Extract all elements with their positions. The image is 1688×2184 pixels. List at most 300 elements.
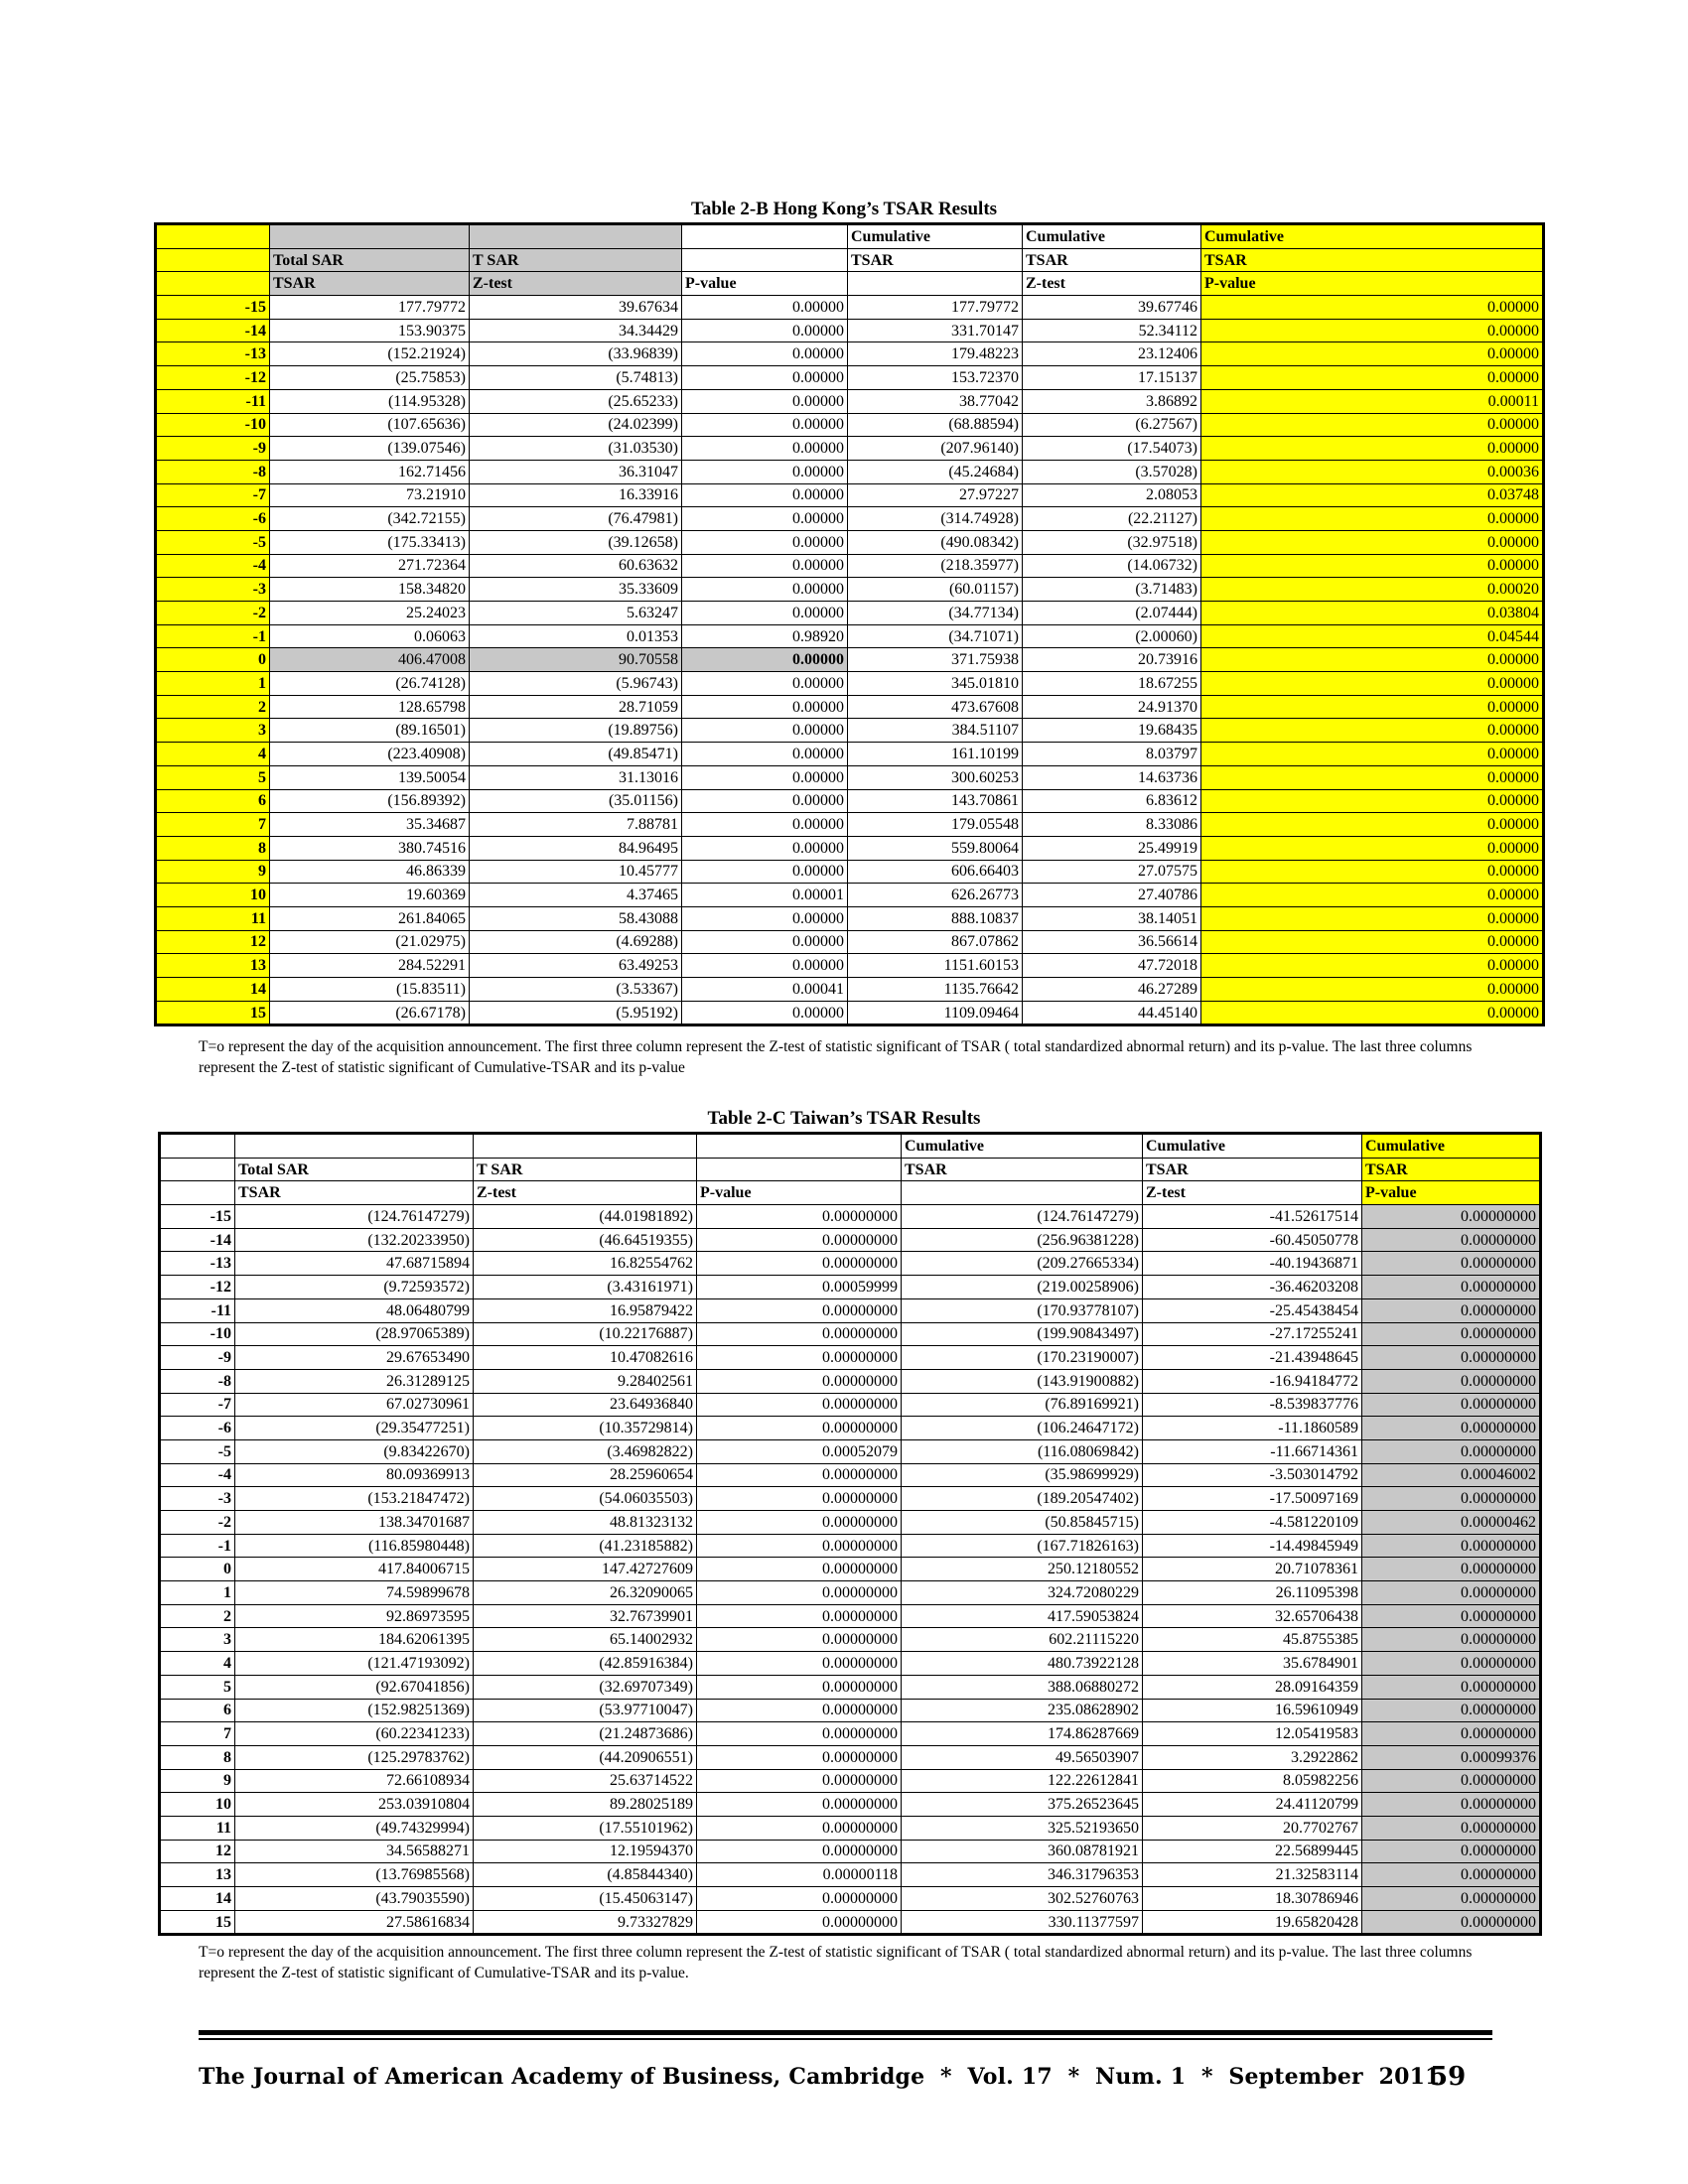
tw-day-label: -3 [160,1487,235,1511]
tw-header-cell [697,1158,902,1181]
tw-value-cell: -25.45438454 [1143,1298,1362,1322]
hk-value-cell: (68.88594) [848,413,1023,437]
hk-value-cell: (35.01156) [470,789,682,813]
hk-value-cell: 10.45777 [470,860,682,884]
tw-table-title: Table 2-C Taiwan’s TSAR Results [707,1108,981,1129]
tw-value-cell: 23.64936840 [474,1393,697,1417]
tw-value-cell: 0.00000000 [697,1628,902,1652]
hk-value-cell: 47.72018 [1023,954,1201,978]
tw-value-cell: (124.76147279) [902,1205,1143,1229]
tw-value-cell: (3.43161971) [474,1276,697,1299]
hk-value-cell: (60.01157) [848,578,1023,602]
hk-value-cell: 0.00000 [1201,342,1544,366]
tw-header-cell [474,1134,697,1159]
hk-value-cell: (107.65636) [270,413,470,437]
hk-table-row [156,695,1544,719]
tw-value-cell: (125.29783762) [235,1745,474,1769]
hk-value-cell: 38.14051 [1023,906,1201,930]
tw-value-cell: 9.73327829 [474,1910,697,1935]
tw-value-cell: (41.23185882) [474,1534,697,1558]
tw-value-cell: (53.97710047) [474,1699,697,1722]
hk-value-cell: (26.67178) [270,1001,470,1025]
tw-tsar-table [158,1132,1542,1936]
hk-table-row [156,813,1544,837]
hk-value-cell: 0.00041 [682,978,848,1002]
hk-table-row [156,507,1544,531]
hk-value-cell: (342.72155) [270,507,470,531]
tw-value-cell: 24.41120799 [1143,1793,1362,1817]
hk-table-row [156,483,1544,507]
tw-value-cell: 0.00000000 [697,1252,902,1276]
hk-value-cell: 0.00000 [1201,978,1544,1002]
tw-value-cell: 330.11377597 [902,1910,1143,1935]
hk-value-cell: (156.89392) [270,789,470,813]
hk-value-cell: 177.79772 [848,296,1023,320]
hk-value-cell: 0.00000 [1201,884,1544,907]
tw-value-cell: (54.06035503) [474,1487,697,1511]
hk-header-cell: TSAR [1201,248,1544,272]
hk-value-cell: 0.00000 [682,483,848,507]
hk-day-label: -8 [156,460,270,483]
hk-value-cell: (139.07546) [270,437,470,461]
hk-value-cell: (32.97518) [1023,530,1201,554]
hk-value-cell: (17.54073) [1023,437,1201,461]
hk-value-cell: 0.00000 [682,578,848,602]
tw-value-cell: 16.95879422 [474,1298,697,1322]
hk-value-cell: (21.02975) [270,930,470,954]
tw-table-row [160,1276,1541,1299]
tw-value-cell: -41.52617514 [1143,1205,1362,1229]
tw-value-cell: 0.00000000 [697,1322,902,1346]
tw-value-cell: 0.00000000 [1362,1439,1541,1463]
tw-day-label: -6 [160,1417,235,1440]
tw-value-cell: 22.56899445 [1143,1840,1362,1863]
hk-value-cell: (89.16501) [270,719,470,743]
tw-value-cell: 25.63714522 [474,1769,697,1793]
hk-table-row [156,743,1544,766]
hk-header-cell: P-value [682,272,848,296]
tw-value-cell: 92.86973595 [235,1604,474,1628]
tw-day-label: 10 [160,1793,235,1817]
hk-value-cell: 46.86339 [270,860,470,884]
hk-value-cell: 63.49253 [470,954,682,978]
hk-value-cell: (4.69288) [470,930,682,954]
hk-value-cell: 261.84065 [270,906,470,930]
hk-header-cell: TSAR [848,248,1023,272]
tw-value-cell: 26.31289125 [235,1369,474,1393]
hk-value-cell: 0.00000 [682,437,848,461]
tw-value-cell: (43.79035590) [235,1887,474,1911]
tw-table-row [160,1887,1541,1911]
tw-header-cell [160,1134,235,1159]
hk-value-cell: 0.00000 [682,296,848,320]
hk-value-cell: 5.63247 [470,602,682,625]
hk-value-cell: 39.67634 [470,296,682,320]
hk-value-cell: 31.13016 [470,765,682,789]
hk-day-label: 15 [156,1001,270,1025]
tw-value-cell: (170.23190007) [902,1346,1143,1370]
tw-value-cell: (132.20233950) [235,1228,474,1252]
tw-value-cell: 16.82554762 [474,1252,697,1276]
hk-header-cell [270,224,470,249]
tw-table-row [160,1322,1541,1346]
hk-value-cell: 4.37465 [470,884,682,907]
hk-value-cell: 0.00000 [682,695,848,719]
hk-header-cell: Cumulative [1201,224,1544,249]
tw-value-cell: 10.47082616 [474,1346,697,1370]
hk-value-cell: 179.48223 [848,342,1023,366]
tw-header-cell [697,1134,902,1159]
hk-value-cell: 139.50054 [270,765,470,789]
hk-value-cell: 0.00000 [1201,836,1544,860]
tw-value-cell: -17.50097169 [1143,1487,1362,1511]
hk-header-cell: Z-test [1023,272,1201,296]
hk-header-cell: Total SAR [270,248,470,272]
tw-value-cell: 0.00000000 [697,1534,902,1558]
hk-day-label: -3 [156,578,270,602]
tw-value-cell: 12.19594370 [474,1840,697,1863]
tw-value-cell: 0.00000000 [1362,1652,1541,1676]
hk-value-cell: 0.00000 [682,906,848,930]
tw-day-label: 3 [160,1628,235,1652]
hk-value-cell: 0.00000 [682,366,848,390]
hk-value-cell: 0.00000 [682,672,848,696]
hk-value-cell: 0.00000 [1201,930,1544,954]
tw-day-label: 13 [160,1863,235,1887]
hk-header-cell: TSAR [1023,248,1201,272]
tw-value-cell: 0.00000000 [1362,1487,1541,1511]
hk-value-cell: 84.96495 [470,836,682,860]
hk-value-cell: (22.21127) [1023,507,1201,531]
hk-value-cell: 0.00000 [1201,296,1544,320]
tw-day-label: 12 [160,1840,235,1863]
hk-value-cell: 38.77042 [848,389,1023,413]
hk-value-cell: 90.70558 [470,648,682,672]
hk-value-cell: 0.00000 [1201,319,1544,342]
tw-value-cell: 0.00000000 [1362,1840,1541,1863]
hk-value-cell: 27.07575 [1023,860,1201,884]
hk-value-cell: 19.60369 [270,884,470,907]
hk-value-cell: 143.70861 [848,789,1023,813]
tw-table-row [160,1558,1541,1581]
tw-value-cell: 602.21115220 [902,1628,1143,1652]
hk-value-cell: 0.00000 [682,836,848,860]
hk-header-cell: Cumulative [1023,224,1201,249]
hk-day-label: -10 [156,413,270,437]
tw-value-cell: 0.00000000 [1362,1793,1541,1817]
tw-value-cell: 72.66108934 [235,1769,474,1793]
hk-table-row [156,554,1544,578]
tw-value-cell: 80.09369913 [235,1463,474,1487]
tw-value-cell: 0.00000000 [697,1675,902,1699]
hk-header-cell: T SAR [470,248,682,272]
hk-value-cell: 153.90375 [270,319,470,342]
hk-value-cell: 300.60253 [848,765,1023,789]
hk-value-cell: 0.00000 [1201,530,1544,554]
tw-value-cell: 0.00000000 [1362,1346,1541,1370]
tw-value-cell: 0.00000000 [1362,1276,1541,1299]
hk-header-cell [156,224,270,249]
tw-value-cell: 122.22612841 [902,1769,1143,1793]
hk-value-cell: (175.33413) [270,530,470,554]
hk-value-cell: 0.00000 [682,554,848,578]
tw-table-row [160,1652,1541,1676]
hk-value-cell: (39.12658) [470,530,682,554]
tw-header-row [160,1181,1541,1205]
tw-value-cell: (15.45063147) [474,1887,697,1911]
hk-value-cell: 284.52291 [270,954,470,978]
tw-value-cell: 0.00000000 [1362,1369,1541,1393]
tw-value-cell: 0.00000000 [697,1487,902,1511]
hk-value-cell: (2.00060) [1023,624,1201,648]
hk-value-cell: (14.06732) [1023,554,1201,578]
hk-value-cell: 0.00000 [682,789,848,813]
hk-value-cell: 18.67255 [1023,672,1201,696]
tw-value-cell: 65.14002932 [474,1628,697,1652]
tw-value-cell: (106.24647172) [902,1417,1143,1440]
tw-table-row [160,1439,1541,1463]
tw-value-cell: 174.86287669 [902,1722,1143,1746]
tw-value-cell: (121.47193092) [235,1652,474,1676]
hk-value-cell: (33.96839) [470,342,682,366]
tw-header-cell [902,1181,1143,1205]
hk-value-cell: 36.31047 [470,460,682,483]
tw-value-cell: 0.00000000 [1362,1322,1541,1346]
tw-header-cell: TSAR [235,1181,474,1205]
hk-value-cell: (25.65233) [470,389,682,413]
tw-value-cell: 0.00000000 [1362,1769,1541,1793]
tw-value-cell: 74.59899678 [235,1581,474,1605]
hk-table-row [156,413,1544,437]
hk-header-row [156,248,1544,272]
tw-value-cell: 28.25960654 [474,1463,697,1487]
tw-value-cell: 32.65706438 [1143,1604,1362,1628]
tw-value-cell: -36.46203208 [1143,1276,1362,1299]
hk-value-cell: 559.80064 [848,836,1023,860]
tw-table-row [160,1910,1541,1935]
tw-table-row [160,1511,1541,1535]
tw-value-cell: 26.11095398 [1143,1581,1362,1605]
tw-value-cell: (256.96381228) [902,1228,1143,1252]
hk-table-row [156,319,1544,342]
hk-header-cell [156,272,270,296]
tw-value-cell: -14.49845949 [1143,1534,1362,1558]
hk-value-cell: 24.91370 [1023,695,1201,719]
tw-value-cell: (219.00258906) [902,1276,1143,1299]
hk-header-cell [470,224,682,249]
hk-value-cell: (34.71071) [848,624,1023,648]
hk-value-cell: 7.88781 [470,813,682,837]
hk-table-row [156,978,1544,1002]
hk-day-label: -1 [156,624,270,648]
tw-table-row [160,1252,1541,1276]
hk-value-cell: 0.00000 [682,413,848,437]
hk-table-row [156,460,1544,483]
tw-value-cell: (32.69707349) [474,1675,697,1699]
tw-table-row [160,1793,1541,1817]
hk-value-cell: 0.00000 [682,765,848,789]
tw-value-cell: 0.00000000 [697,1205,902,1229]
hk-day-label: 10 [156,884,270,907]
tw-value-cell: 0.00000000 [1362,1252,1541,1276]
tw-value-cell: (28.97065389) [235,1322,474,1346]
hk-value-cell: (114.95328) [270,389,470,413]
tw-value-cell: 0.00000000 [697,1910,902,1935]
tw-value-cell: -21.43948645 [1143,1346,1362,1370]
tw-day-label: 9 [160,1769,235,1793]
tw-day-label: 0 [160,1558,235,1581]
tw-value-cell: 302.52760763 [902,1887,1143,1911]
tw-day-label: 11 [160,1816,235,1840]
tw-value-cell: 0.00000000 [697,1722,902,1746]
hk-table-row [156,648,1544,672]
hk-value-cell: 2.08053 [1023,483,1201,507]
hk-table-row [156,719,1544,743]
hk-value-cell: 0.00020 [1201,578,1544,602]
hk-value-cell: 0.00000 [682,530,848,554]
tw-value-cell: 0.00000000 [1362,1863,1541,1887]
tw-value-cell: 417.59053824 [902,1604,1143,1628]
tw-value-cell: (209.27665334) [902,1252,1143,1276]
hk-table-row [156,954,1544,978]
tw-value-cell: (153.21847472) [235,1487,474,1511]
page-number: 59 [1430,2062,1467,2092]
tw-value-cell: (124.76147279) [235,1205,474,1229]
tw-value-cell: 0.00059999 [697,1276,902,1299]
tw-value-cell: (143.91900882) [902,1369,1143,1393]
hk-value-cell: 0.00000 [682,930,848,954]
hk-header-cell [682,248,848,272]
hk-value-cell: 0.01353 [470,624,682,648]
tw-value-cell: 19.65820428 [1143,1910,1362,1935]
hk-value-cell: 177.79772 [270,296,470,320]
tw-value-cell: 48.06480799 [235,1298,474,1322]
hk-day-label: -4 [156,554,270,578]
tw-value-cell: 324.72080229 [902,1581,1143,1605]
tw-day-label: 5 [160,1675,235,1699]
hk-day-label: 11 [156,906,270,930]
hk-value-cell: 0.00000 [682,719,848,743]
tw-table-row [160,1628,1541,1652]
hk-value-cell: 0.04544 [1201,624,1544,648]
tw-header-cell [235,1134,474,1159]
tw-value-cell: 0.00000000 [697,1699,902,1722]
tw-day-label: 14 [160,1887,235,1911]
tw-value-cell: 0.00000000 [1362,1558,1541,1581]
hk-value-cell: 0.03804 [1201,602,1544,625]
hk-value-cell: (34.77134) [848,602,1023,625]
hk-header-cell [682,224,848,249]
tw-value-cell: 0.00000000 [697,1558,902,1581]
tw-value-cell: 138.34701687 [235,1511,474,1535]
hk-value-cell: (3.57028) [1023,460,1201,483]
hk-value-cell: 17.15137 [1023,366,1201,390]
hk-value-cell: (49.85471) [470,743,682,766]
tw-value-cell: 480.73922128 [902,1652,1143,1676]
hk-value-cell: (19.89756) [470,719,682,743]
hk-value-cell: 606.66403 [848,860,1023,884]
tw-value-cell: 0.00099376 [1362,1745,1541,1769]
tw-value-cell: 48.81323132 [474,1511,697,1535]
tw-value-cell: 26.32090065 [474,1581,697,1605]
tw-header-cell: P-value [697,1181,902,1205]
tw-header-cell: Z-test [474,1181,697,1205]
hk-value-cell: 0.00000 [1201,743,1544,766]
tw-header-cell: T SAR [474,1158,697,1181]
tw-value-cell: 9.28402561 [474,1369,697,1393]
tw-value-cell: 0.00000000 [1362,1393,1541,1417]
hk-value-cell: (2.07444) [1023,602,1201,625]
tw-day-label: -12 [160,1276,235,1299]
tw-header-cell: TSAR [1362,1158,1541,1181]
hk-value-cell: 39.67746 [1023,296,1201,320]
tw-value-cell: 0.00000000 [697,1298,902,1322]
hk-value-cell: 27.97227 [848,483,1023,507]
tw-day-label: -1 [160,1534,235,1558]
hk-table-row [156,906,1544,930]
hk-header-cell: Z-test [470,272,682,296]
tw-value-cell: 147.42727609 [474,1558,697,1581]
hk-value-cell: 0.00000 [1201,765,1544,789]
hk-value-cell: (314.74928) [848,507,1023,531]
hk-value-cell: 19.68435 [1023,719,1201,743]
tw-value-cell: 0.00000000 [1362,1722,1541,1746]
tw-table-row [160,1369,1541,1393]
tw-day-label: -10 [160,1322,235,1346]
hk-day-label: -14 [156,319,270,342]
hk-value-cell: 406.47008 [270,648,470,672]
tw-value-cell: (21.24873686) [474,1722,697,1746]
hk-value-cell: 0.00000 [682,860,848,884]
tw-value-cell: (76.89169921) [902,1393,1143,1417]
hk-value-cell: (490.08342) [848,530,1023,554]
tw-value-cell: (46.64519355) [474,1228,697,1252]
hk-value-cell: 0.98920 [682,624,848,648]
hk-value-cell: 0.00000 [1201,1001,1544,1025]
tw-value-cell: 0.00000000 [1362,1534,1541,1558]
tw-value-cell: 184.62061395 [235,1628,474,1652]
hk-day-label: 5 [156,765,270,789]
hk-value-cell: 35.34687 [270,813,470,837]
hk-value-cell: 0.00036 [1201,460,1544,483]
tw-value-cell: (189.20547402) [902,1487,1143,1511]
footer-rule-thick [199,2030,1492,2035]
hk-value-cell: 128.65798 [270,695,470,719]
hk-table-row [156,765,1544,789]
hk-value-cell: 44.45140 [1023,1001,1201,1025]
hk-value-cell: 34.34429 [470,319,682,342]
hk-header-cell: TSAR [270,272,470,296]
tw-value-cell: 16.59610949 [1143,1699,1362,1722]
tw-value-cell: 0.00000000 [1362,1628,1541,1652]
tw-value-cell: 388.06880272 [902,1675,1143,1699]
hk-value-cell: 0.00000 [1201,437,1544,461]
tw-value-cell: 325.52193650 [902,1816,1143,1840]
hk-value-cell: 0.00000 [682,389,848,413]
hk-value-cell: 331.70147 [848,319,1023,342]
tw-table-row [160,1205,1541,1229]
hk-table-row [156,296,1544,320]
tw-table-row [160,1722,1541,1746]
tw-value-cell: (4.85844340) [474,1863,697,1887]
tw-value-cell: (9.83422670) [235,1439,474,1463]
tw-day-label: -14 [160,1228,235,1252]
tw-value-cell: 417.84006715 [235,1558,474,1581]
hk-day-label: -2 [156,602,270,625]
tw-value-cell: 346.31796353 [902,1863,1143,1887]
tw-value-cell: (17.55101962) [474,1816,697,1840]
tw-value-cell: 0.00000000 [1362,1581,1541,1605]
